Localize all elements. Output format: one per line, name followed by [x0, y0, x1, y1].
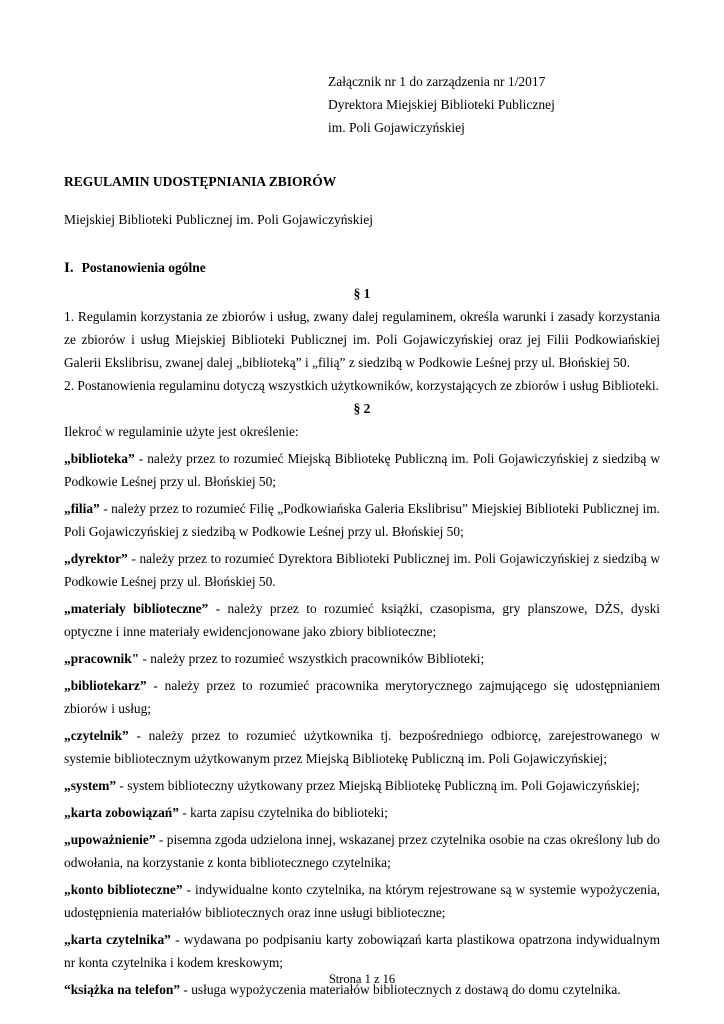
definition-item: [64, 801, 660, 824]
definition-term: „karta zobowiązań”: [64, 805, 179, 820]
document-body: [64, 282, 660, 1001]
definition-term: „filia”: [64, 501, 100, 516]
definition-item: [64, 928, 660, 974]
paragraph-2-intro: Ilekroć w regulaminie użyte jest określenie:: [64, 424, 299, 439]
definition-text: - należy przez to rozumieć książki, czasopisma, gry planszowe, DŻS, dyski optyczne i inne materiały ewidencjonowane jako zbiory biblioteczne;: [64, 601, 660, 639]
definition-term: „dyrektor”: [64, 551, 128, 566]
paragraph-2-sign: § 2: [353, 401, 371, 416]
definition-text: - karta zapisu czytelnika do biblioteki;: [178, 805, 388, 820]
definition-item: [64, 497, 660, 543]
definition-item: [64, 724, 660, 770]
paragraph-1-item-1: 1. Regulamin korzystania ze zbiorów i usług, zwany dalej regulaminem, określa warunki i zasady korzystania ze zbiorów i usług Miejskiej Biblioteki Publicznej im. Poli Gojawiczyńskiej oraz jej Filii Podkowiańskiej Galerii Ekslibrisu, zwanej dalej „biblioteką” i „filią” z siedzibą w Podkowie Leśnej przy ul. Błońskiej 50.: [64, 309, 660, 370]
definition-term: „upoważnienie”: [64, 832, 156, 847]
definition-text: - należy przez to rozumieć Miejską Bibliotekę Publiczną im. Poli Gojawiczyńskiej z siedzibą w Podkowie Leśnej przy ul. Błońskiej 50;: [64, 451, 660, 489]
definition-text: - należy przez to rozumieć Filię „Podkowiańska Galeria Ekslibrisu” Miejskiej Biblioteki Publicznej im. Poli Gojawiczyńskiej z siedzibą w Podkowie Leśnej przy ul. Błońskiej 50;: [64, 501, 660, 539]
definition-item: [64, 828, 660, 874]
paragraph-1-sign: § 1: [353, 286, 371, 301]
definition-item: [64, 774, 660, 797]
attachment-line-3: im. Poli Gojawiczyńskiej: [328, 120, 465, 135]
section-title: Postanowienia ogólne: [81, 260, 206, 275]
definition-text: - usługa wypożyczenia materiałów bibliotecznych z dostawą do domu czytelnika.: [180, 982, 621, 997]
paragraph-1-item-2: 2. Postanowienia regulaminu dotyczą wszystkich użytkowników, korzystających ze zbiorów i usług Biblioteki.: [64, 378, 659, 393]
definition-text: - indywidualne konto czytelnika, na którym rejestrowane są w systemie wypożyczenia, udostępnienia materiałów bibliotecznych oraz inne usługi biblioteczne;: [64, 882, 660, 920]
definition-item: [64, 878, 660, 924]
document-subtitle: Miejskiej Biblioteki Publicznej im. Poli Gojawiczyńskiej: [64, 212, 373, 227]
attachment-line-1: Załącznik nr 1 do zarządzenia nr 1/2017: [328, 74, 546, 89]
definition-text: - należy przez to rozumieć użytkownika tj. bezpośredniego odbiorcę, zarejestrowanego w systemie bibliotecznym użytkowanym przez Miejską Bibliotekę Publiczną im. Poli Gojawiczyńskiej;: [64, 728, 660, 766]
definition-term: „materiały biblioteczne”: [64, 601, 209, 616]
definition-text: - należy przez to rozumieć pracownika merytorycznego zajmującego się udostępnianiem zbiorów i usług;: [64, 678, 660, 716]
section-heading: [64, 260, 206, 277]
definition-item: [64, 547, 660, 593]
definition-text: - system biblioteczny użytkowany przez Miejską Bibliotekę Publiczną im. Poli Gojawiczyńskiej;: [116, 778, 640, 793]
definition-term: „pracownik": [64, 651, 140, 666]
attachment-line-2: Dyrektora Miejskiej Biblioteki Publicznej: [328, 97, 555, 112]
attachment-note: [328, 70, 555, 139]
definition-term: „system”: [64, 778, 117, 793]
definition-item: [64, 447, 660, 493]
page-number-footer: Strona 1 z 16: [328, 972, 396, 986]
definition-term: „bibliotekarz”: [64, 678, 147, 693]
definition-item: [64, 674, 660, 720]
definition-text: - należy przez to rozumieć wszystkich pracowników Biblioteki;: [139, 651, 485, 666]
definition-term: “książka na telefon”: [64, 982, 181, 997]
definition-term: „czytelnik”: [64, 728, 129, 743]
definition-term: „biblioteka”: [64, 451, 135, 466]
definition-text: - wydawana po podpisaniu karty zobowiązań karta plastikowa opatrzona indywidualnym nr konta czytelnika i kodem kreskowym;: [64, 932, 661, 970]
definition-term: „konto biblioteczne”: [64, 882, 183, 897]
section-number: I.: [64, 260, 74, 276]
definition-text: - należy przez to rozumieć Dyrektora Biblioteki Publicznej im. Poli Gojawiczyńskiej z siedzibą w Podkowie Leśnej przy ul. Błońskiej 50.: [64, 551, 660, 589]
definition-term: „karta czytelnika”: [64, 932, 171, 947]
definition-text: - pisemna zgoda udzielona innej, wskazanej przez czytelnika osobie na czas określony lub do odwołania, na korzystanie z konta bibliotecznego czytelnika;: [64, 832, 660, 870]
definition-item: [64, 597, 660, 643]
document-title: REGULAMIN UDOSTĘPNIANIA ZBIORÓW: [64, 174, 337, 189]
definition-item: [64, 647, 660, 670]
